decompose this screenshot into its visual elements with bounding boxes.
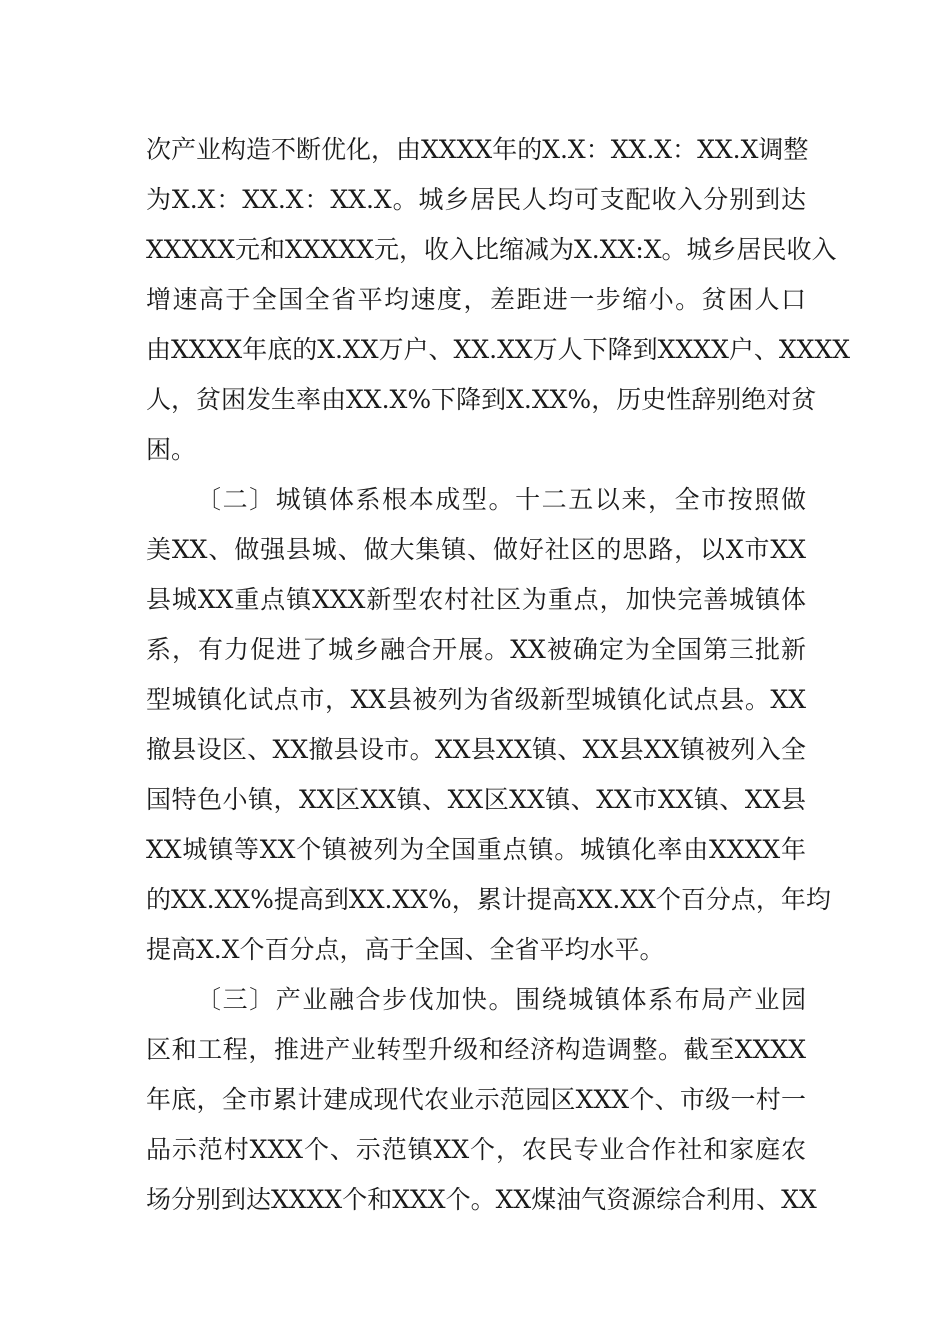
paragraph-line: 的XX.XX%提高到XX.XX%，累计提高XX.XX个百分点，年均 [146,885,831,914]
paragraph-line: 品示范村XXX个、示范镇XX个，农民专业合作社和家庭农 [146,1135,806,1164]
paragraph-line: 场分别到达XXXX个和XXX个。XX煤油气资源综合利用、XX [146,1185,817,1214]
paragraph-line: XX城镇等XX个镇被列为全国重点镇。城镇化率由XXXX年 [146,835,806,864]
paragraph-line: 年底，全市累计建成现代农业示范园区XXX个、市级一村一 [146,1085,806,1114]
paragraph-line: 型城镇化试点市，XX县被列为省级新型城镇化试点县。XX [146,685,806,714]
paragraph-line: 提高X.X个百分点，高于全国、全省平均水平。 [146,935,665,964]
paragraph-heading-line: 〔三〕产业融合步伐加快。围绕城镇体系布局产业园 [196,985,806,1014]
paragraph-line: 国特色小镇，XX区XX镇、XX区XX镇、XX市XX镇、XX县 [146,785,806,814]
paragraph-heading-line: 〔二〕城镇体系根本成型。十二五以来，全市按照做 [196,485,806,514]
paragraph-line: 撤县设区、XX撤县设市。XX县XX镇、XX县XX镇被列入全 [146,735,806,764]
paragraph-line: 困。 [146,435,197,464]
paragraph-line: 次产业构造不断优化，由XXXX年的X.X：XX.X：XX.X调整 [146,135,809,164]
paragraph-line: 为X.X：XX.X：XX.X。城乡居民人均可支配收入分别到达 [146,185,806,214]
paragraph-line: 增速高于全国全省平均速度，差距进一步缩小。贫困人口 [146,285,806,314]
paragraph-line: 由XXXX年底的X.XX万户、XX.XX万人下降到XXXX户、XXXX [146,335,851,364]
paragraph-line: 系，有力促进了城乡融合开展。XX被确定为全国第三批新 [146,635,806,664]
paragraph-line: 美XX、做强县城、做大集镇、做好社区的思路，以X市XX [146,535,806,564]
paragraph-line: 人，贫困发生率由XX.X%下降到X.XX%，历史性辞别绝对贫 [146,385,817,414]
paragraph-line: 县城XX重点镇XXX新型农村社区为重点，加快完善城镇体 [146,585,806,614]
paragraph-line: XXXXX元和XXXXX元，收入比缩减为X.XX:X。城乡居民收入 [146,235,837,264]
paragraph-line: 区和工程，推进产业转型升级和经济构造调整。截至XXXX [146,1035,806,1064]
